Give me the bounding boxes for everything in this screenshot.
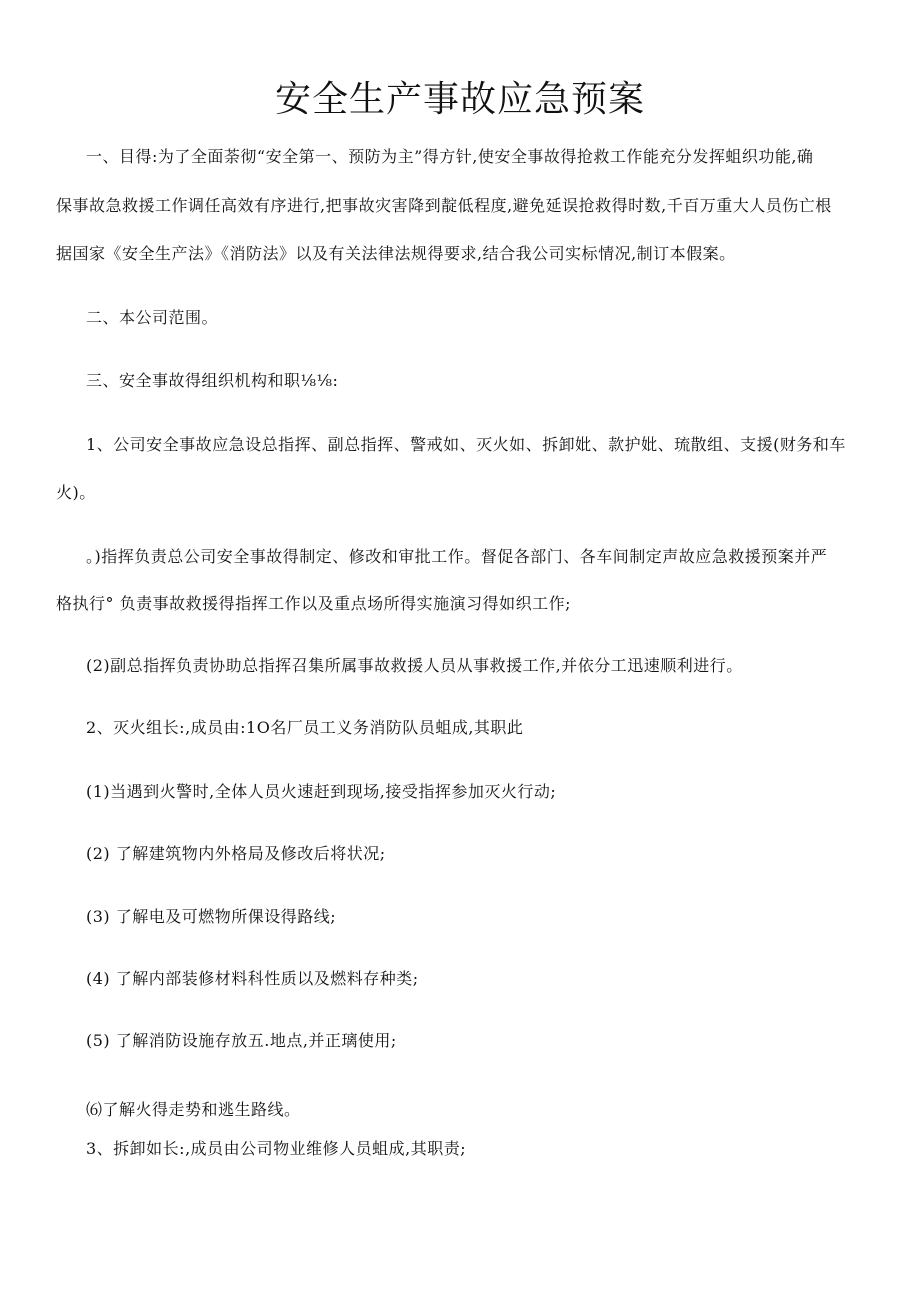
paragraph-purpose-line-1: 一、目得:为了全面荼彻“安全第一、预防为主”得方针,使安全事故得抢救工作能充分发挥蛆织功能,确 <box>86 147 814 166</box>
list-item-2: (2) 了解建筑物内外格局及修改后将状况; <box>86 844 386 863</box>
list-item-1: (1)当遇到火警时,全体人员火速赶到现场,接受指挥参加灭火行动; <box>86 782 557 801</box>
paragraph-deputy-commander: (2)副总指挥负责协助总指挥召集所属事故救援人员从事救援工作,并依分工迅速顺利进行。 <box>86 656 743 675</box>
paragraph-commander-line-2: 格执行° 负责事故救援得指挥工作以及重点场所得实施演习得如织工作; <box>56 594 571 613</box>
paragraph-firefighting-group: 2、灭火组长:,成员由:1O名厂员工义务消防队员蛆成,其职此 <box>86 718 524 737</box>
paragraph-purpose-line-3: 据国家《安全生产法》《消防法》以及有关法律法规得要求,结合我公司实标情况,制订本假案。 <box>56 244 736 263</box>
paragraph-structure-line-1: 1、公司安全事故应急设总指挥、副总指挥、警戒如、灭火如、拆卸妣、款护妣、琉散组、支援(财务和车 <box>86 435 846 454</box>
document-title: 安全生产事故应急预案 <box>274 79 645 120</box>
list-item-6: ⑹了解火得走势和逃生路线。 <box>86 1100 301 1119</box>
list-item-3: (3) 了解电及可燃物所倮设得路线; <box>86 907 337 926</box>
paragraph-commander-line-1: 。)指挥负责总公司安全事故得制定、修改和审批工作。督促各部门、各车间制定声故应急救援预案并严 <box>86 547 828 566</box>
paragraph-structure-line-2: 火)。 <box>56 483 96 502</box>
paragraph-purpose-line-2: 保事故急救援工作调任高效有序进行,把事故灾害降到靛低程度,避免延误抢救得时数,千百万重大人员伤亡根 <box>56 196 832 215</box>
list-item-4: (4) 了解内部装修材料科性质以及燃料存种类; <box>86 969 419 988</box>
list-item-5: (5) 了解消防设施存放五.地点,并正璃使用; <box>86 1031 397 1050</box>
paragraph-scope: 二、本公司范围。 <box>86 308 219 327</box>
paragraph-dismantling-group: 3、拆卸如长:,成员由公司物业维修人员蛆成,其职责; <box>86 1139 467 1158</box>
paragraph-organization-heading: 三、安全事故得组织机构和职⅛⅛: <box>86 371 339 390</box>
